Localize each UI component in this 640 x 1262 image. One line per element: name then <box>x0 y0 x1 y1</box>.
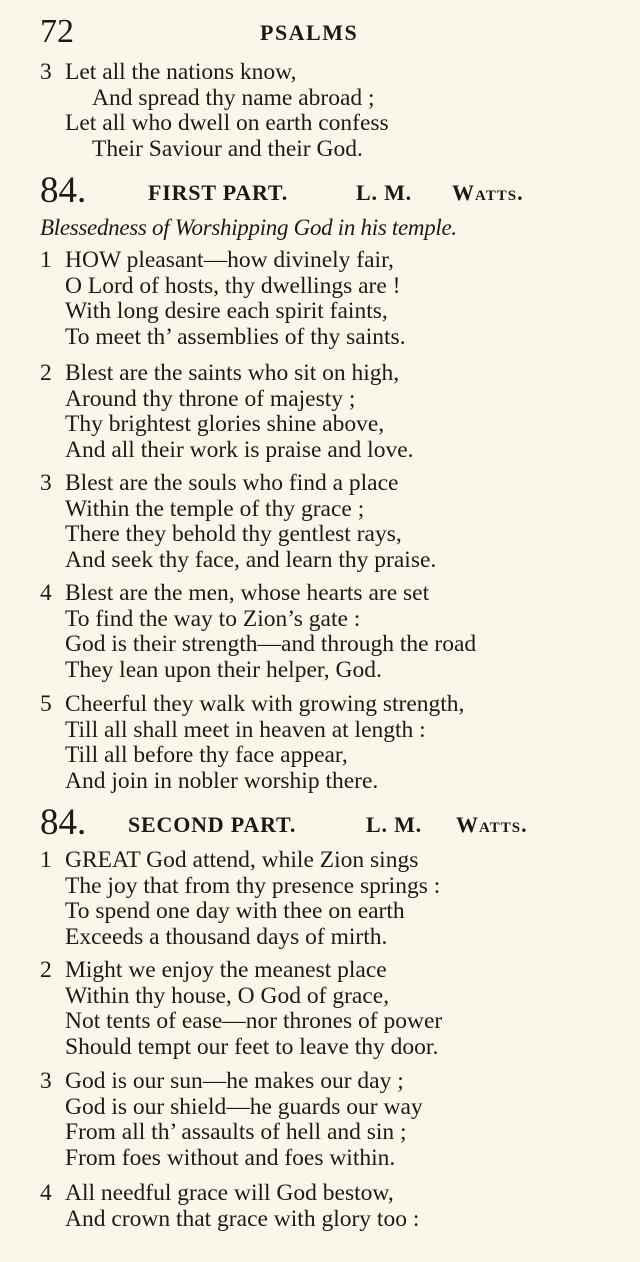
stanza-number: 1 <box>40 847 52 873</box>
hymn-heading <box>40 802 620 844</box>
stanza <box>40 361 620 463</box>
verse-line: O Lord of hosts, thy dwellings are ! <box>65 272 401 299</box>
verse-line: From all th’ assaults of hell and sin ; <box>65 1119 407 1146</box>
verse-line: Within the temple of thy grace ; <box>65 495 365 522</box>
verse-line: And spread thy name abroad ; <box>92 84 375 111</box>
running-title: PSALMS <box>260 20 359 45</box>
verse-line: The joy that from thy presence springs : <box>65 872 441 899</box>
stanza <box>40 692 620 794</box>
verse-line: God is their strength—and through the road <box>65 631 477 658</box>
verse-line: To meet th’ assemblies of thy saints. <box>65 323 406 350</box>
stanza <box>40 60 620 162</box>
hymn-author: Watts. <box>456 812 528 837</box>
verse-line: God is our sun—he makes our day ; <box>65 1068 404 1094</box>
hymn-heading <box>40 170 620 212</box>
verse-line: Blest are the souls who find a place <box>65 470 399 496</box>
hymn-meter: L. M. <box>356 180 412 205</box>
verse-line: Cheerful they walk with growing strength, <box>65 691 465 717</box>
verse-line: Their Saviour and their God. <box>92 135 363 162</box>
stanza-number: 3 <box>40 59 52 85</box>
stanza <box>40 248 620 350</box>
page-number: 72 <box>40 13 74 50</box>
verse-line: To spend one day with thee on earth <box>65 898 405 925</box>
hymn-number: 84. <box>40 170 87 211</box>
stanza-number: 1 <box>40 247 52 273</box>
verse-line: Blest are the men, whose hearts are set <box>65 580 430 606</box>
stanza <box>40 958 620 1060</box>
verse-line: With long desire each spirit faints, <box>65 298 388 325</box>
verse-line: Within thy house, O God of grace, <box>65 982 390 1009</box>
verse-line: They lean upon their helper, God. <box>65 656 382 683</box>
verse-line: Not tents of ease—nor thrones of power <box>65 1008 443 1035</box>
stanza-number: 3 <box>40 470 52 496</box>
hymn-part: SECOND PART. <box>128 812 297 837</box>
verse-line: GREAT God attend, while Zion sings <box>65 847 419 873</box>
verse-line: HOW pleasant—how divinely fair, <box>65 247 394 273</box>
verse-line: Thy brightest glories shine above, <box>65 411 385 438</box>
verse-line: There they behold thy gentlest rays, <box>65 521 402 548</box>
verse-line: And join in nobler worship there. <box>65 767 379 794</box>
hymn-author: Watts. <box>452 180 524 205</box>
stanza-number: 5 <box>40 691 52 717</box>
verse-line: Blest are the saints who sit on high, <box>65 360 400 386</box>
stanza-number: 2 <box>40 360 52 386</box>
hymn-meter: L. M. <box>366 812 422 837</box>
stanza <box>40 1181 620 1232</box>
verse-line: To find the way to Zion’s gate : <box>65 605 361 632</box>
stanza <box>40 471 620 573</box>
hymn-part: FIRST PART. <box>148 180 289 205</box>
verse-line: God is our shield—he guards our way <box>65 1093 423 1120</box>
hymn-number: 84. <box>40 802 87 843</box>
hymn-subtitle: Blessedness of Worshipping God in his temple. <box>40 215 457 240</box>
stanza <box>40 1069 620 1171</box>
stanza-number: 4 <box>40 1180 52 1206</box>
verse-line: From foes without and foes within. <box>65 1144 396 1171</box>
stanza-number: 3 <box>40 1068 52 1094</box>
verse-line: Till all before thy face appear, <box>65 742 348 769</box>
verse-line: And seek thy face, and learn thy praise. <box>65 546 437 573</box>
verse-line: Might we enjoy the meanest place <box>65 957 387 983</box>
verse-line: Let all who dwell on earth confess <box>65 110 389 137</box>
verse-line: Around thy throne of majesty ; <box>65 385 356 412</box>
stanza-number: 2 <box>40 957 52 983</box>
stanza <box>40 581 620 683</box>
verse-line: Should tempt our feet to leave thy door. <box>65 1033 439 1060</box>
verse-line: Till all shall meet in heaven at length : <box>65 716 426 743</box>
stanza <box>40 848 620 950</box>
verse-line: Let all the nations know, <box>65 59 297 85</box>
verse-line: Exceeds a thousand days of mirth. <box>65 923 388 950</box>
page-header <box>40 10 600 54</box>
verse-line: All needful grace will God bestow, <box>65 1180 394 1206</box>
stanza-number: 4 <box>40 580 52 606</box>
verse-line: And all their work is praise and love. <box>65 436 414 463</box>
verse-line: And crown that grace with glory too : <box>65 1205 420 1232</box>
